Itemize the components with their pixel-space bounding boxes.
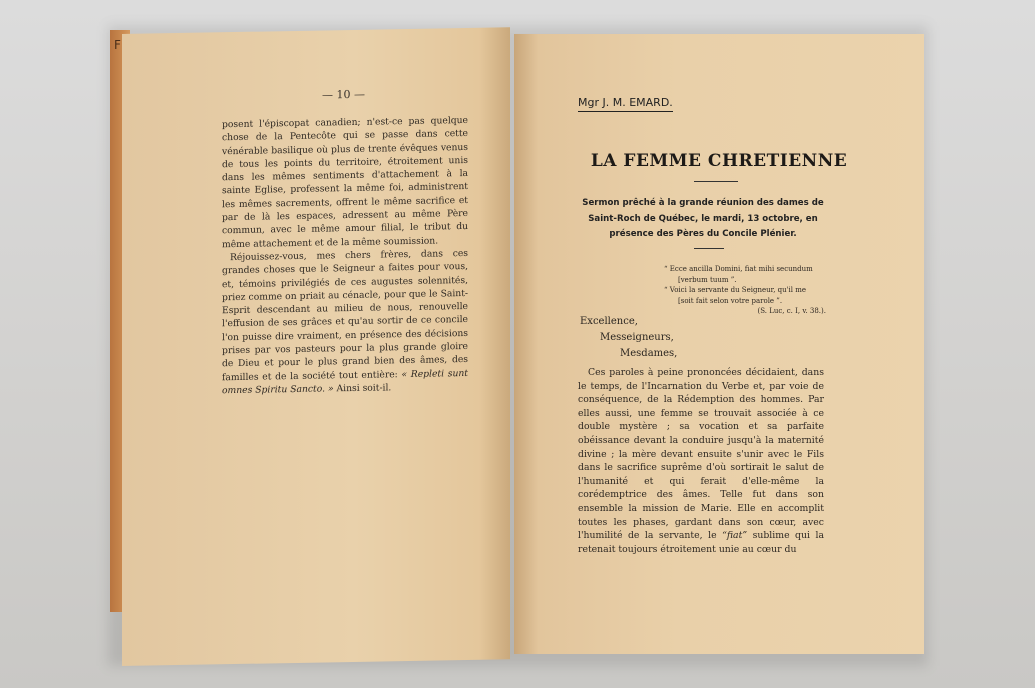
right-page xyxy=(514,34,924,654)
epigraph-line-1: “ Ecce ancilla Domini, fiat mihi secundum xyxy=(664,265,813,273)
subtitle-rule xyxy=(694,248,724,249)
left-paragraph-1: posent l'épiscopat canadien; n'est-ce pas quelque chose de la Pentecôte qui se passe dans cette vénérable basilique où plus de trente évêques venus de tous les points du territoire, étroitement unis dans les mêmes sentiments d'attachement à la sainte Eglise, professent la même foi, administrent les mêmes sacrements, offrent le même sacrifice et par de là les espaces, adressent au même Père commun, avec le même amour filial, le tribut du même attachement et de la même soumission. xyxy=(222,114,468,250)
sermon-title: LA FEMME CHRETIENNE xyxy=(590,151,848,171)
closing-text: Ainsi soit-il. xyxy=(336,382,392,395)
latin-quote: « Repleti sunt omnes Spiritu Sancto. » xyxy=(222,367,468,397)
epigraph-line-3: “ Voici la servante du Seigneur, qu'il me xyxy=(664,286,807,294)
left-paragraph-2-text: Réjouissez-vous, mes chers frères, dans ces grandes choses que le Seigneur a faites pour vous, et, témoins privilégiés de ces augustes solennités, priez comme on priait au cénacle, pour que le Saint-Esprit descendant au milieu de nous, renouvelle l'effusion de ses grâces et qu'au sortir de ce concile l'on puisse dire vraiment, en présence des décisions prises par vos pasteurs pour la plus grande gloire de Dieu et pour le plus grand bien des âmes, des familles et de la société tout entière: xyxy=(222,247,468,383)
salutation-mesdames: Mesdames, xyxy=(620,348,678,359)
body-end: sublime qui la retenait toujours étroitement unie au cœur du xyxy=(578,530,824,555)
left-paragraph-2 xyxy=(222,247,468,398)
page-number: — 10 — xyxy=(322,87,365,102)
left-page xyxy=(122,27,510,666)
right-page-text xyxy=(578,366,824,556)
epigraph-line-2: [verbum tuum ”. xyxy=(678,275,737,284)
author-name: Mgr J. M. EMARD. xyxy=(578,96,673,112)
epigraph-reference: (S. Luc, c. I, v. 38.). xyxy=(757,307,826,315)
epigraph-line-4: [soit fait selon votre parole ”. xyxy=(678,296,783,305)
right-paragraph-1 xyxy=(578,366,824,556)
epigraph xyxy=(664,264,826,317)
sermon-subtitle: Sermon prêché à la grande réunion des dames de Saint-Roch de Québec, le mardi, 13 octobre, en présence des Pères du Concile Plénier. xyxy=(582,198,824,239)
title-rule xyxy=(694,181,738,182)
salutation-messeigneurs: Messeigneurs, xyxy=(600,332,674,343)
cover-letter: F xyxy=(114,38,121,52)
body-start: Ces paroles à peine prononcées décidaient, dans le temps, de l'Incarnation du Verbe et, par voie de conséquence, de la Rédemption des hommes. Par elles aussi, une femme se trouvait associée à ce double mystère ; sa vocation et sa parfaite obéissance devant la conduire jusqu'à la maternité divine ; la mère devant ensuite s'unir avec le Fils dans le sacrifice suprême d'où sortirait le salut de l'humanité et qui ferait d'elle-même la corédemptrice des âmes. Telle fut dans son ensemble la mission de Marie. Elle en accomplit toutes les phases, gardant dans son cœur, avec l'humilité de la servante, le xyxy=(578,367,824,542)
salutation-excellence: Excellence, xyxy=(580,316,638,327)
left-page-text xyxy=(222,114,468,398)
fiat-word: “fiat” xyxy=(722,530,748,542)
